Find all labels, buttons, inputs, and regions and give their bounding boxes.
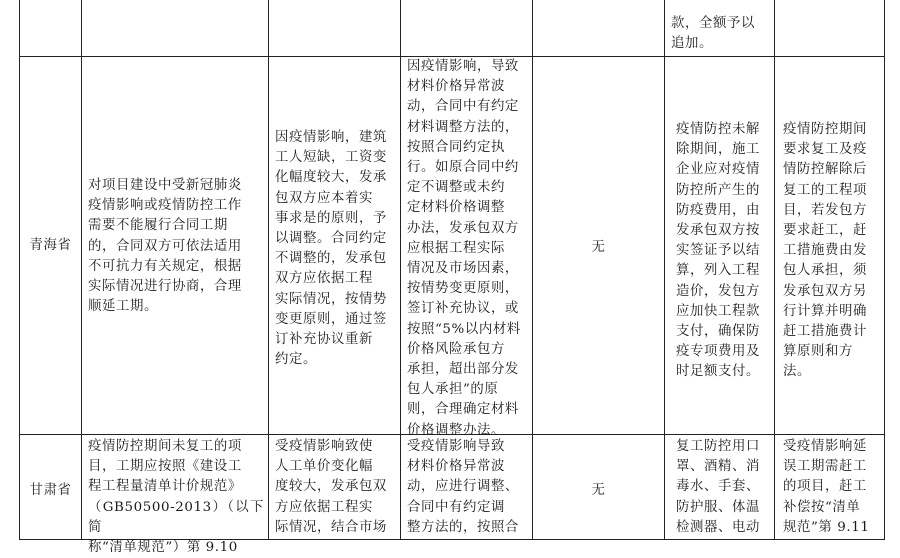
table-cell: 复工防控用口 罩、酒精、消 毒水、手套、 防护服、体温 检测器、电动 <box>676 439 760 535</box>
table-cell: 受疫情影响导致 材料价格异常波 动，应进行调整、 合同中有约定调 整方法的，按照合 <box>407 439 519 535</box>
table-border-left <box>19 0 20 540</box>
table-cell: 对项目建设中受新冠肺炎 疫情影响或疫情防控工作 需要不能履行合同工期 的，合同双方可依法适用 不可抗力有关规定，根据 实际情况进行协商，合理 顺延工期。 <box>88 178 242 315</box>
table-border-right <box>884 0 885 540</box>
table-cell: 因疫情影响，建筑 工人短缺，工资变 化幅度较大，发承 包双方应本着实 事求是的原则，予 以调整。合同约定 不调整的，发承包 双方应依据工程 实际情况，按情势 变更原则，通过签 订补充协议重新 约定。 <box>275 130 387 368</box>
table-column-divider <box>81 0 82 540</box>
table-column-divider <box>664 0 665 540</box>
table-cell: 疫情防控期间 要求复工及疫 情防控解除后 复工的工程项 目，若发包方 要求赶工，赶 工措施费由发 包人承担，须 发承包双方另 行计算并明确 赶工措施费计 算原则和方 法。 <box>783 122 867 380</box>
table-cell: 受疫情影响致使 人工单价变化幅 度较大，发承包双 方应依据工程实 际情况，结合市场 <box>275 439 387 535</box>
table-cell: 无 <box>591 483 606 498</box>
table-cell: 受疫情影响延 误工期需赶工 的项目，赶工 补偿按“清单 规范”第 9.11 <box>783 439 870 535</box>
province-cell: 甘肃省 <box>29 483 72 498</box>
table-column-divider <box>532 0 533 540</box>
table-column-divider <box>268 0 269 540</box>
table-cell: 疫情防控期间未复工的项 目，工期应按照《建设工 程工程量清单计价规范》 （GB50500-2013）（以下简 称“清单规范”）第 9.10 <box>88 439 264 556</box>
province-cell: 青海省 <box>29 238 72 253</box>
table-column-divider <box>400 0 401 540</box>
table-column-divider <box>774 0 775 540</box>
table-cell: 款，全额予以 追加。 <box>671 16 755 52</box>
table-cell: 因疫情影响，导致 材料价格异常波 动，合同中有约定 材料调整方法的， 按照合同约定执 行。如原合同中约 定不调整或未约 定材料价格调整 办法，发承包双方 应根据工程实际 情况及市场因素， 按情势变更原则， 签订补充协议，或 按照“5%以内材料 价格风险承包方 承担，超出部分发 包人承担”的原 则，合理确定材料 价格调整办法。 <box>407 59 521 438</box>
table-cell: 疫情防控未解 除期间，施工 企业应对疫情 防控所产生的 防疫费用，由 发承包双方按 实签证予以结 算，列入工程 造价，发包方 应加快工程款 支付，确保防 疫专项费用及 时足额支付。 <box>676 122 760 380</box>
table-cell: 无 <box>591 240 606 255</box>
